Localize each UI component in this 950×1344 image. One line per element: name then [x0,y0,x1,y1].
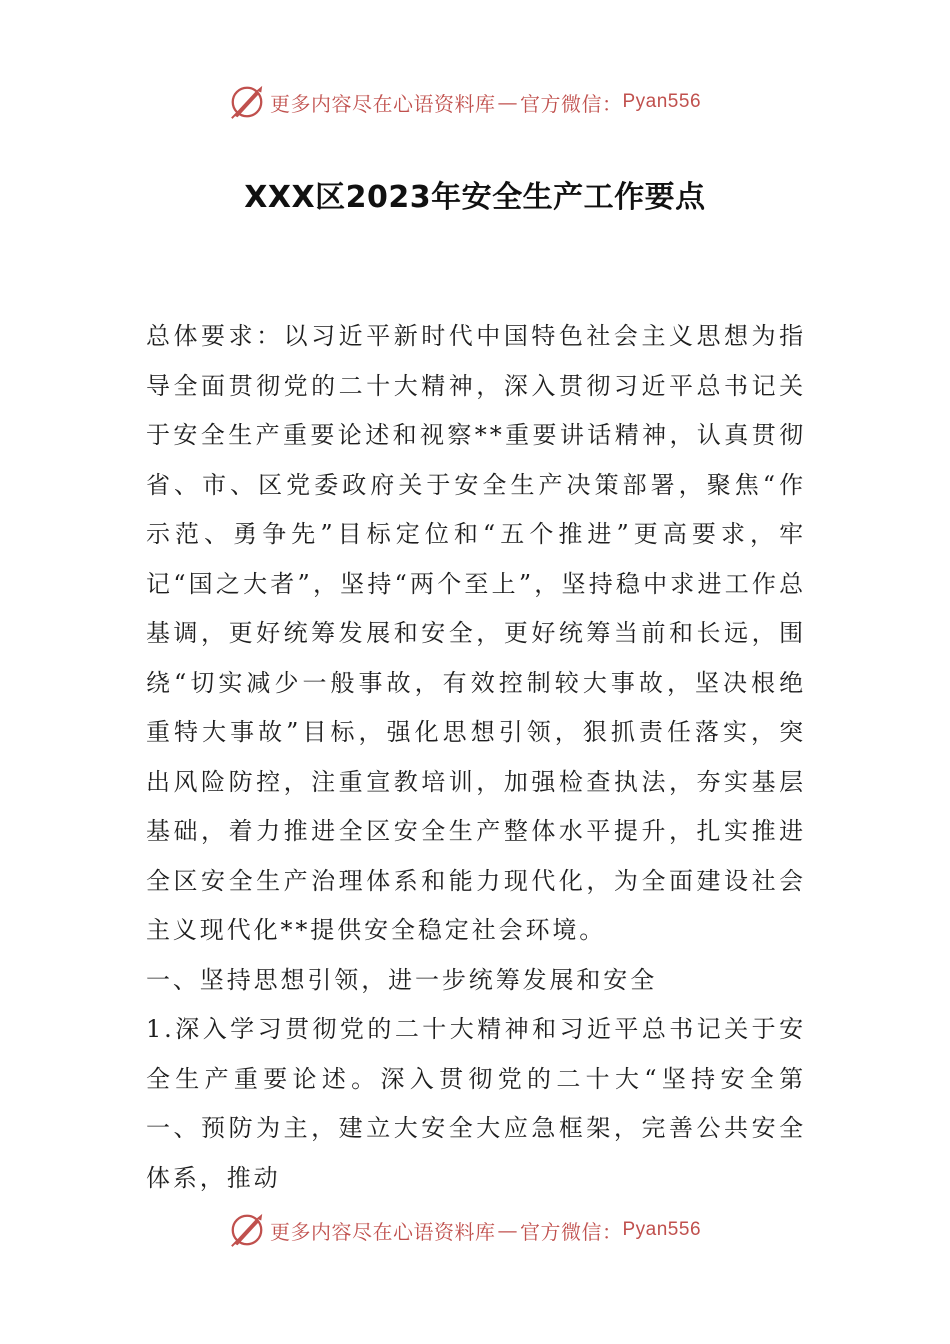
quill-pen-logo-icon [228,1211,266,1249]
watermark-text: 更多内容尽在心语资料库 [270,91,496,116]
section-heading-1: 一、坚持思想引领，进一步统筹发展和安全 [146,965,658,994]
watermark-dash: — [497,1218,518,1242]
watermark-wechat-id: Pyan556 [622,1219,702,1240]
footer-watermark [228,1210,748,1250]
quill-pen-logo-icon [228,83,266,121]
paragraph-item-1: 1.深入学习贯彻党的二十大精神和习近平总书记关于安全生产重要论述。深入贯彻党的二十大“坚持安全第一、预防为主，建立大安全大应急框架，完善公共安全体系，推动 [146,1015,806,1192]
document-body [146,312,806,1203]
document-title: XXX区2023年安全生产工作要点 [244,180,706,215]
watermark-wechat-label: 官方微信： [520,91,623,116]
paragraph-general-requirements: 总体要求：以习近平新时代中国特色社会主义思想为指导全面贯彻党的二十大精神，深入贯彻习近平总书记关于安全生产重要论述和视察**重要讲话精神，认真贯彻省、市、区党委政府关于安全生产决策部署，聚焦“作示范、勇争先”目标定位和“五个推进”更高要求，牢记“国之大者”，坚持“两个至上”，坚持稳中求进工作总基调，更好统筹发展和安全，更好统筹当前和长远，围绕“切实减少一般事故，有效控制较大事故，坚决根绝重特大事故”目标，强化思想引领，狠抓责任落实，突出风险防控，注重宣教培训，加强检查执法，夯实基层基础，着力推进全区安全生产整体水平提升，扎实推进全区安全生产治理体系和能力现代化，为全面建设社会主义现代化**提供安全稳定社会环境。 [146,322,806,944]
watermark-wechat-label: 官方微信： [520,1219,623,1244]
watermark-wechat-id: Pyan556 [622,91,702,112]
watermark-text: 更多内容尽在心语资料库 [270,1219,496,1244]
header-watermark [228,82,748,122]
watermark-dash: — [497,90,518,114]
